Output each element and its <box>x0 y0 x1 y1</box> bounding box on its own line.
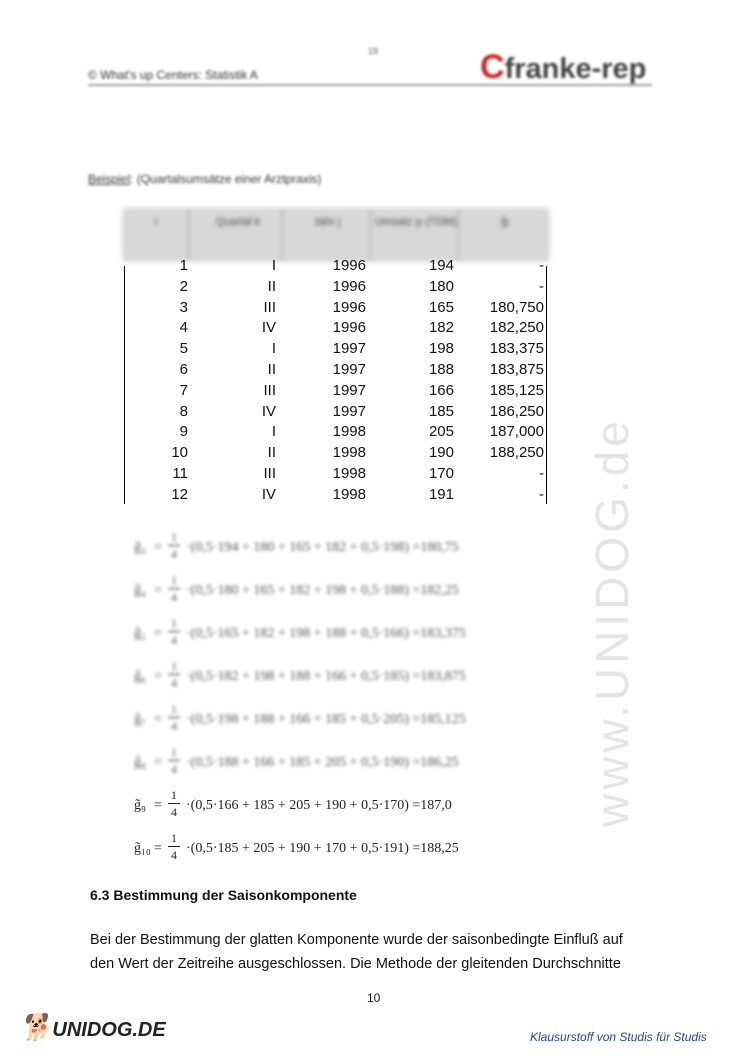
formula-symbol: g̃₁₀ <box>134 841 151 856</box>
formula-symbol: g̃₄ <box>134 583 146 598</box>
fraction-denominator: 4 <box>171 719 177 733</box>
moving-average-formula <box>134 532 494 566</box>
table-row <box>124 318 548 339</box>
table-row <box>124 443 548 464</box>
footer-logo-text: UNIDOG.DE <box>52 1019 166 1041</box>
formula-equals: = <box>154 755 162 770</box>
table-cell: 1997 <box>332 402 366 420</box>
formula-fraction <box>168 616 180 647</box>
table-cell: 1997 <box>332 340 366 358</box>
fraction-numerator: 1 <box>171 702 177 716</box>
fraction-bar <box>168 846 180 847</box>
table-cell: 1998 <box>332 485 366 503</box>
formula-fraction <box>168 745 180 776</box>
header-page-number: 19 <box>368 46 379 56</box>
fraction-denominator: 4 <box>171 762 177 776</box>
fraction-numerator: 1 <box>171 616 177 630</box>
table-row <box>124 464 548 485</box>
table-cell: 11 <box>172 465 188 482</box>
table-cell: 182 <box>428 319 454 337</box>
table-header-cell: i <box>154 216 158 228</box>
table-row <box>124 339 548 360</box>
table-cell: 188,250 <box>489 444 544 462</box>
formula-body: ·(0,5·194 + 180 + 165 + 182 + 0,5·198) =180,75 <box>186 540 459 555</box>
formula-fraction <box>168 573 180 604</box>
fraction-numerator: 1 <box>171 659 177 673</box>
fraction-numerator: 1 <box>171 745 177 759</box>
table-cell: 190 <box>428 444 454 462</box>
table-cell: 183,375 <box>489 340 544 358</box>
example-label <box>88 172 321 186</box>
table-cell: 187,000 <box>489 423 544 441</box>
formula-equals: = <box>154 540 162 555</box>
table-cell: 10 <box>171 444 188 462</box>
formula-symbol: g̃₇ <box>134 712 146 727</box>
formula-equals: = <box>154 669 162 684</box>
footer-tagline: Klausurstoff von Studis für Studis <box>530 1030 707 1044</box>
table-row <box>124 402 548 423</box>
formula-equals: = <box>154 626 162 641</box>
moving-average-formula <box>134 661 494 695</box>
table-cell: 1997 <box>332 361 366 378</box>
table-cell: 1 <box>179 257 188 274</box>
logo-text: franke-rep <box>504 53 647 85</box>
table-header-cell: Quartal k <box>215 216 261 228</box>
header-source-text: © What's up Centers: Statistik A <box>88 68 258 82</box>
fraction-bar <box>168 545 180 546</box>
table-cell: 182,250 <box>489 319 544 337</box>
franke-rep-logo <box>480 48 646 87</box>
formula-body: ·(0,5·166 + 185 + 205 + 190 + 0,5·170) =187,0 <box>186 798 452 813</box>
formula-symbol: g̃₈ <box>134 755 146 770</box>
formula-equals: = <box>154 712 162 727</box>
table-cell: 9 <box>179 423 188 441</box>
table-cell: 170 <box>428 465 454 482</box>
formula-equals: = <box>154 841 162 856</box>
unidog-logo <box>20 1012 166 1043</box>
moving-average-formula <box>134 575 494 609</box>
moving-average-formula <box>134 618 494 652</box>
table-cell: IV <box>261 485 276 503</box>
fraction-denominator: 4 <box>171 633 177 647</box>
table-cell: 166 <box>428 381 454 399</box>
table-cell: 183,875 <box>489 361 544 378</box>
formula-body: ·(0,5·185 + 205 + 190 + 170 + 0,5·191) =188,25 <box>186 841 459 856</box>
formula-body: ·(0,5·165 + 182 + 198 + 188 + 0,5·166) =183,375 <box>186 626 466 641</box>
table-row <box>124 485 548 506</box>
formula-equals: = <box>154 798 162 813</box>
section-paragraph: Bei der Bestimmung der glatten Komponente wurde der saisonbedingte Einfluß auf den Wert der Zeitreihe ausgeschlossen. Die Methode der gleitenden Durchschnitte <box>90 932 623 972</box>
table-cell: 180,750 <box>489 298 544 316</box>
formula-symbol: g̃₉ <box>134 798 146 813</box>
table-cell: 12 <box>171 485 188 503</box>
table-cell: 194 <box>428 257 454 274</box>
table-cell: II <box>267 444 276 462</box>
table-cell: III <box>263 298 276 316</box>
table-cell: III <box>263 465 276 482</box>
table-header-separator <box>458 210 459 260</box>
formula-body: ·(0,5·188 + 166 + 185 + 205 + 0,5·190) =186,25 <box>186 755 459 770</box>
formula-body: ·(0,5·198 + 188 + 166 + 185 + 0,5·205) =185,125 <box>186 712 466 727</box>
table-cell: I <box>271 423 276 441</box>
example-label-rest: : (Quartalsumsätze einer Arztpraxis) <box>130 172 322 186</box>
table-cell: I <box>271 257 276 274</box>
table-header-cell: Umsatz yᵢ (TDM) <box>375 216 457 228</box>
table-cell: III <box>263 381 276 399</box>
fraction-numerator: 1 <box>171 788 177 802</box>
formula-fraction <box>168 702 180 733</box>
fraction-numerator: 1 <box>171 831 177 845</box>
table-cell: 1998 <box>332 444 366 462</box>
table-cell: 191 <box>428 485 454 503</box>
moving-average-formula <box>134 747 494 781</box>
fraction-denominator: 4 <box>171 547 177 561</box>
table-row <box>124 298 548 319</box>
table-header-cell: Jahr j <box>313 216 341 228</box>
table-header-separator <box>188 210 189 260</box>
moving-average-formula <box>134 833 494 867</box>
table-row <box>124 360 548 381</box>
table-cell: 1998 <box>332 423 366 441</box>
table-cell: II <box>267 277 276 295</box>
table-cell: IV <box>261 402 276 420</box>
table-cell: 1998 <box>332 465 366 482</box>
formula-symbol: g̃₆ <box>134 669 146 684</box>
fraction-bar <box>168 803 180 804</box>
formula-body: ·(0,5·182 + 198 + 188 + 166 + 0,5·185) =183,875 <box>186 669 466 684</box>
section-title: 6.3 Bestimmung der Saisonkomponente <box>90 887 357 903</box>
table-cell: II <box>267 361 276 378</box>
table-cell: - <box>539 277 544 295</box>
table-cell: 1997 <box>332 381 366 399</box>
fraction-bar <box>168 674 180 675</box>
table-cell: 185,125 <box>489 381 544 399</box>
fraction-bar <box>168 631 180 632</box>
table-cell: 198 <box>428 340 454 358</box>
table-cell: 4 <box>179 319 188 337</box>
table-cell: I <box>271 340 276 358</box>
table-row <box>124 422 548 443</box>
fraction-denominator: 4 <box>171 805 177 819</box>
table-cell: 2 <box>179 277 188 295</box>
moving-average-formula <box>134 704 494 738</box>
table-cell: 1996 <box>332 319 366 337</box>
table-cell: 1996 <box>332 298 366 316</box>
table-header-separator <box>370 210 371 260</box>
watermark: www.UNIDOG.de <box>586 417 638 827</box>
fraction-denominator: 4 <box>171 590 177 604</box>
table-cell: - <box>539 485 544 503</box>
table-row <box>124 381 548 402</box>
fraction-denominator: 4 <box>171 848 177 862</box>
formula-fraction <box>168 659 180 690</box>
table-cell: 6 <box>179 361 188 378</box>
fraction-numerator: 1 <box>171 573 177 587</box>
table-row <box>124 256 548 277</box>
formula-symbol: g̃₅ <box>134 626 146 641</box>
table-cell: 1996 <box>332 277 366 295</box>
table-cell: 3 <box>179 298 188 316</box>
moving-average-formula <box>134 790 494 824</box>
dog-icon: 🐕 <box>20 1012 53 1042</box>
table-header-separator <box>282 210 283 260</box>
fraction-denominator: 4 <box>171 676 177 690</box>
fraction-numerator: 1 <box>171 530 177 544</box>
formula-symbol: g̃₃ <box>134 540 146 555</box>
formula-body: ·(0,5·180 + 165 + 182 + 198 + 0,5·188) =182,25 <box>186 583 459 598</box>
table-cell: 188 <box>428 361 454 378</box>
formula-fraction <box>168 530 180 561</box>
formula-equals: = <box>154 583 162 598</box>
table-cell: 186,250 <box>489 402 544 420</box>
formula-fraction <box>168 831 180 862</box>
table-cell: 5 <box>179 340 188 358</box>
table-cell: 205 <box>428 423 454 441</box>
fraction-bar <box>168 717 180 718</box>
fraction-bar <box>168 760 180 761</box>
table-cell: 1996 <box>332 257 366 274</box>
table-cell: 7 <box>179 381 188 399</box>
fraction-bar <box>168 588 180 589</box>
table-cell: - <box>539 465 544 482</box>
logo-c-icon: C <box>480 48 505 86</box>
table-row <box>124 277 548 298</box>
table-cell: - <box>539 257 544 274</box>
table-cell: 185 <box>428 402 454 420</box>
table-header-cell: g̃ᵢ <box>501 216 509 228</box>
table-cell: 165 <box>428 298 454 316</box>
page-number: 10 <box>367 991 381 1005</box>
table-cell: 8 <box>179 402 188 420</box>
table-cell: 180 <box>428 277 454 295</box>
table-cell: IV <box>261 319 276 337</box>
formula-fraction <box>168 788 180 819</box>
table-header <box>124 210 548 260</box>
example-label-prefix: Beispiel <box>88 172 131 186</box>
